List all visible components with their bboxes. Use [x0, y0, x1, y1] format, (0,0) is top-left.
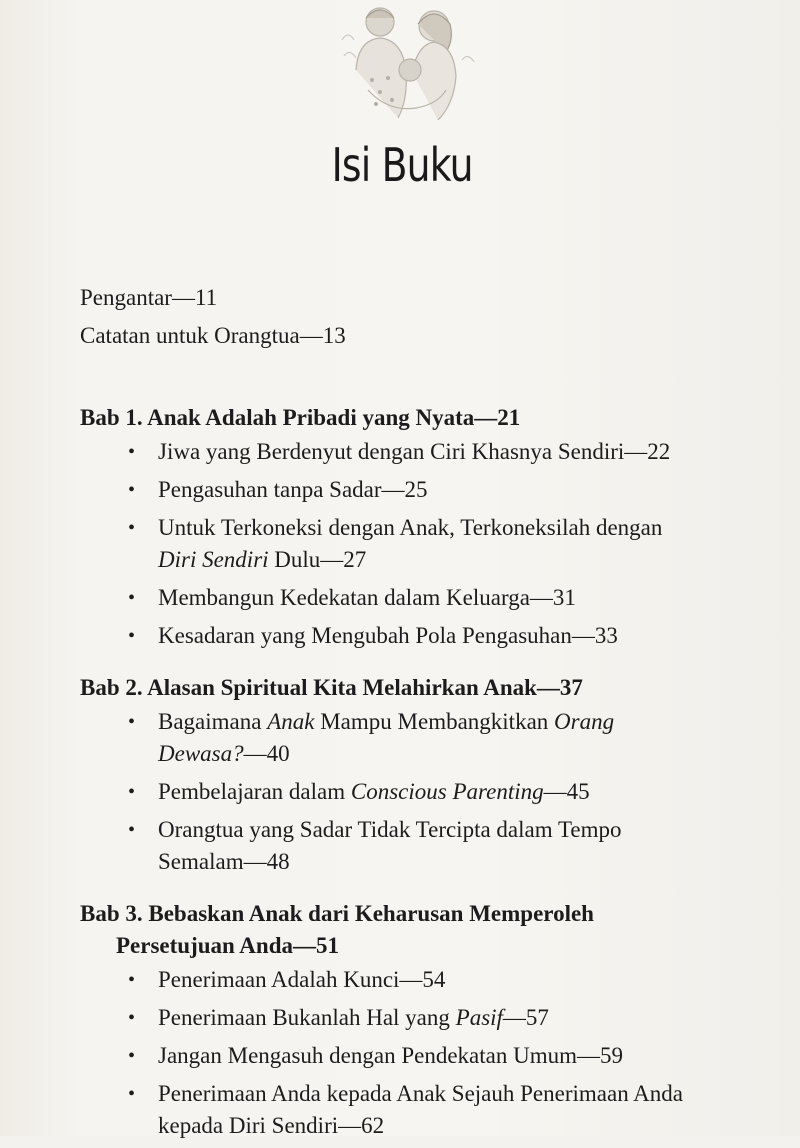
- list-item: • Bagaimana Anak Mampu Membangkitkan Orang Dewasa?—40: [80, 706, 780, 770]
- bullet-icon: •: [128, 819, 136, 841]
- list-item: • Pembelajaran dalam Conscious Parenting—45: [80, 776, 780, 808]
- bullet-icon: •: [128, 711, 136, 733]
- bullet-icon: •: [128, 587, 136, 609]
- list-item: • Penerimaan Anda kepada Anak Sejauh Penerimaan Anda kepada Diri Sendiri—62: [80, 1078, 780, 1142]
- chapter-3-title: Bab 3. Bebaskan Anak dari Keharusan Memperoleh Persetujuan Anda—51: [80, 901, 594, 958]
- chapter-1-title: Bab 1. Anak Adalah Pribadi yang Nyata—21: [80, 405, 521, 430]
- list-item: • Penerimaan Bukanlah Hal yang Pasif—57: [80, 1002, 780, 1034]
- list-item: • Untuk Terkoneksi dengan Anak, Terkoneksilah dengan Diri Sendiri Dulu—27: [80, 512, 780, 576]
- bullet-icon: •: [128, 479, 136, 501]
- chapter-2-items: [80, 706, 780, 878]
- chapter-3-items: [80, 964, 780, 1142]
- list-item: • Membangun Kedekatan dalam Keluarga—31: [80, 582, 780, 614]
- toc-entry-pengantar: Pengantar—11: [80, 285, 218, 310]
- list-item: • Orangtua yang Sadar Tidak Tercipta dalam Tempo Semalam—48: [80, 814, 780, 878]
- bullet-icon: •: [128, 1083, 136, 1105]
- bullet-icon: •: [128, 517, 136, 539]
- bullet-icon: •: [128, 625, 136, 647]
- chapter-1-items: [80, 436, 780, 652]
- bullet-icon: •: [128, 441, 136, 463]
- bullet-icon: •: [128, 1007, 136, 1029]
- page-title: Isi Buku: [331, 138, 473, 192]
- bullet-icon: •: [128, 969, 136, 991]
- family-illustration-icon: [328, 0, 478, 140]
- list-item: • Jangan Mengasuh dengan Pendekatan Umum—59: [80, 1040, 780, 1072]
- list-item: • Pengasuhan tanpa Sadar—25: [80, 474, 780, 506]
- list-item: • Penerimaan Adalah Kunci—54: [80, 964, 780, 996]
- table-of-contents: [80, 282, 780, 1148]
- list-item: • Jiwa yang Berdenyut dengan Ciri Khasnya Sendiri—22: [80, 436, 780, 468]
- toc-entry-catatan: Catatan untuk Orangtua—13: [80, 323, 346, 348]
- chapter-2-title: Bab 2. Alasan Spiritual Kita Melahirkan Anak—37: [80, 675, 583, 700]
- bullet-icon: •: [128, 1045, 136, 1067]
- bullet-icon: •: [128, 781, 136, 803]
- list-item: • Kesadaran yang Mengubah Pola Pengasuhan—33: [80, 620, 780, 652]
